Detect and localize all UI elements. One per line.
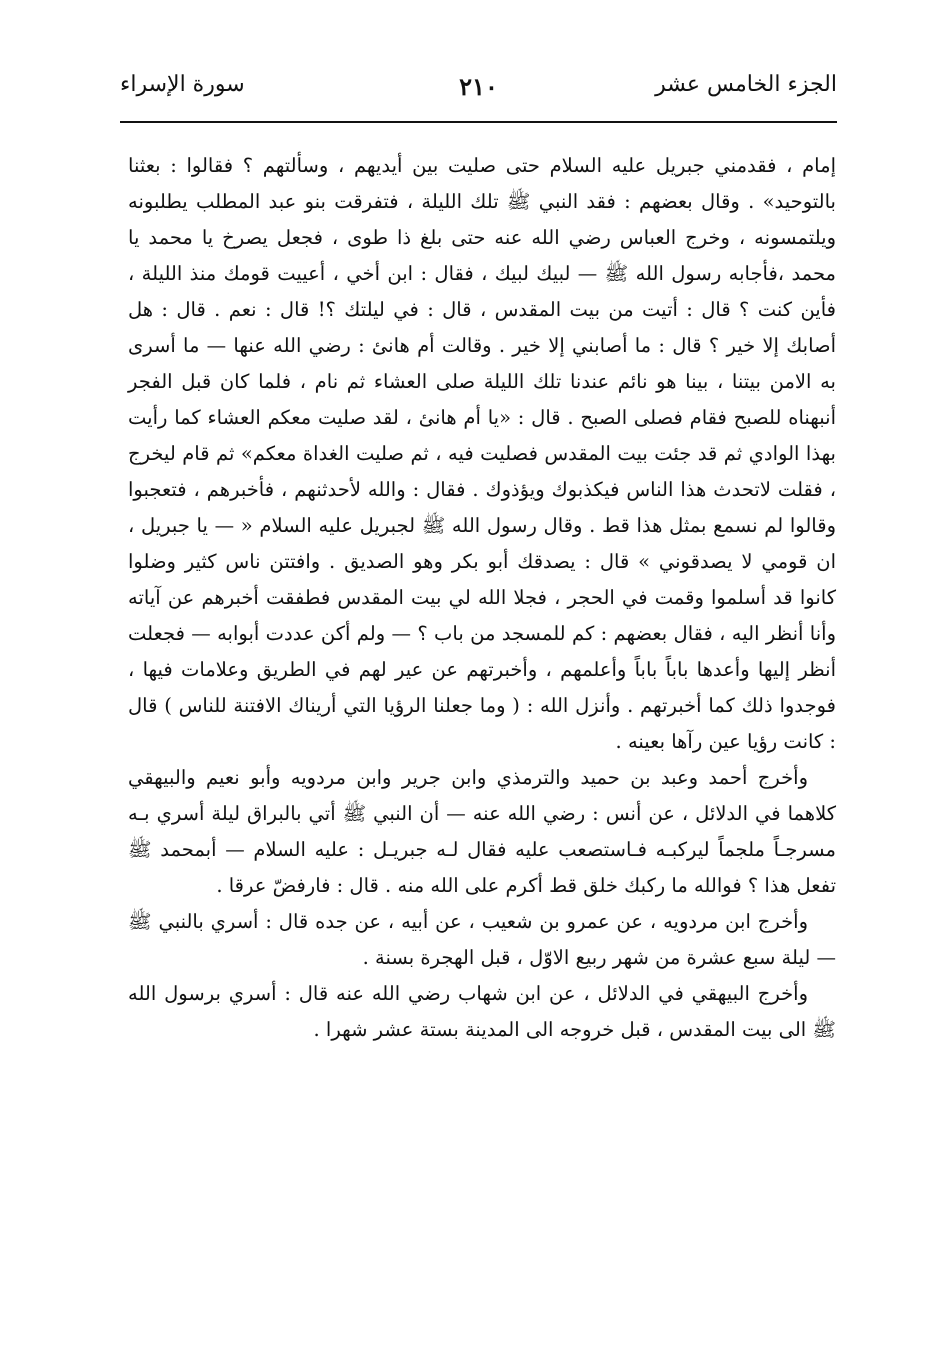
paragraph-4: وأخرج البيهقي في الدلائل ، عن ابن شهاب رضي الله عنه قال : أسري برسول الله ﷺ الى بيت المقدس ، قبل خروجه الى المدينة بستة عشر شهرا . (128, 982, 836, 1041)
page-number: ٢١٠ (459, 72, 498, 101)
page-body (128, 148, 836, 1048)
juz-title: الجزء الخامس عشر (655, 72, 837, 97)
page-header (120, 72, 837, 112)
surah-title: سورة الإسراء (120, 72, 245, 97)
paragraph-1: إمام ، فقدمني جبريل عليه السلام حتى صليت بين أيديهم ، وسألتهم ؟ فقالوا : بعثنا بالتوحيد» . وقال بعضهم : فقد النبي ﷺ تلك الليلة ، فتفرقت بنو عبد المطلب يطلبونه ويلتمسونه ، وخرج العباس رضي الله عنه حتى بلغ ذا طوى ، فجعل يصرخ يا محمد يا محمد ،فأجابه رسول الله ﷺ — لبيك لبيك ، فقال : ابن أخي ، أعييت قومك منذ الليلة ، فأين كنت ؟ قال : أتيت من بيت المقدس ، قال : في ليلتك ؟! قال : نعم . قال : هل أصابك إلا خير ؟ قال : ما أصابني إلا خير . وقالت أم هانئ : رضي الله عنها — ما أسرى به الامن بيتنا ، بينا هو نائم عندنا تلك الليلة صلى العشاء ثم نام ، فلما كان قبل الفجر أنبهناه للصبح فقام فصلى الصبح . قال : «يا أم هانئ ، لقد صليت معكم العشاء كما رأيت بهذا الوادي ثم قد جئت بيت المقدس فصليت فيه ، ثم صليت الغداة معكم» ثم قام ليخرج ، فقلت لاتحدث هذا الناس فيكذبوك ويؤذوك . فقال : والله لأحدثنهم ، فأخبرهم ، فتعجبوا وقالوا لم نسمع بمثل هذا قط . وقال رسول الله ﷺ لجبريل عليه السلام « — يا جبريل ، ان قومي لا يصدقوني » قال : يصدقك أبو بكر وهو الصديق . وافتتن ناس كثير وضلوا كانوا قد أسلموا وقمت في الحجر ، فجلا الله لي بيت المقدس فطفقت أخبرهم عن آياته وأنا أنظر اليه ، فقال بعضهم : كم للمسجد من باب ؟ — ولم أكن عددت أبوابه — فجعلت أنظر إليها وأعدها باباً باباً وأعلمهم ، وأخبرتهم عن عير لهم في الطريق وعلامات فيها ، فوجدوا ذلك كما أخبرتهم . وأنزل الله : ( وما جعلنا الرؤيا التي أريناك الافتنة للناس ) قال : كانت رؤيا عين رآها بعينه . (128, 154, 836, 753)
paragraph-3: وأخرج ابن مردويه ، عن عمرو بن شعيب ، عن أبيه ، عن جده قال : أسري بالنبي ﷺ — ليلة سبع عشرة من شهر ربيع الاوّل ، قبل الهجرة بسنة . (128, 910, 836, 969)
paragraph-2: وأخرج أحمد وعبد بن حميد والترمذي وابن جرير وابن مردويه وأبو نعيم والبيهقي كلاهما في الدلائل ، عن أنس : رضي الله عنه — أن النبي ﷺ أتي بالبراق ليلة أسري بـه مسرجـاً ملجماً ليركبـه فـاستصعب عليه فقال لـه جبريـل : عليه السلام — أبمحمد ﷺ تفعل هذا ؟ فوالله ما ركبك خلق قط أكرم على الله منه . قال : فارفضّ عرقا . (128, 766, 836, 897)
header-divider (120, 121, 837, 123)
